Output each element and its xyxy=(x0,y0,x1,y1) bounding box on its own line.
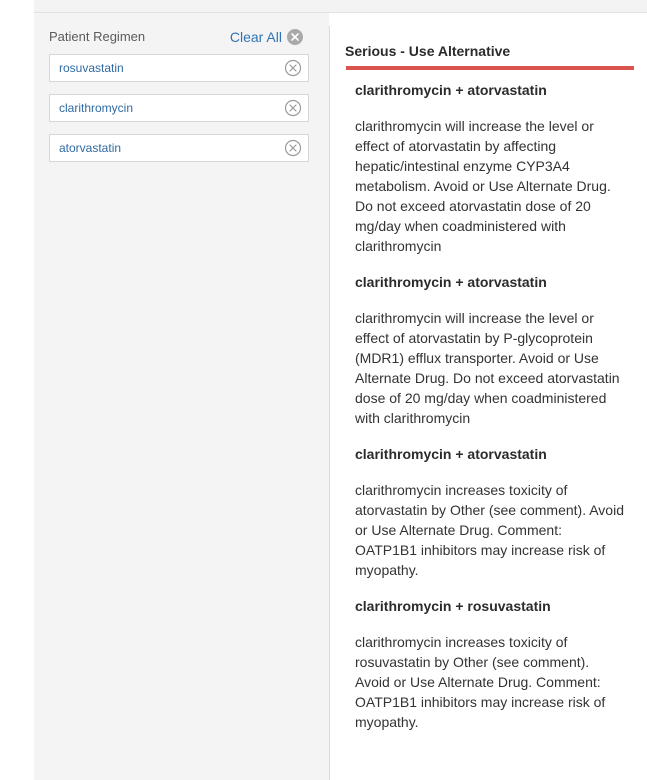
drug-item xyxy=(49,54,309,82)
regimen-title: Patient Regimen xyxy=(49,29,146,44)
drug-item xyxy=(49,134,309,162)
top-bar xyxy=(34,0,647,13)
clear-all-label: Clear All xyxy=(229,29,282,45)
severity-divider xyxy=(346,66,634,70)
interaction-pair: clarithromycin + atorvastatin xyxy=(355,82,547,98)
drug-list xyxy=(49,54,309,174)
remove-drug-button[interactable] xyxy=(284,99,302,117)
remove-icon xyxy=(284,59,302,77)
close-circle-icon xyxy=(287,29,303,45)
regimen-header xyxy=(49,28,303,46)
interaction-pair: clarithromycin + rosuvastatin xyxy=(355,598,551,614)
interaction-pair: clarithromycin + atorvastatin xyxy=(355,446,547,462)
severity-heading: Serious - Use Alternative xyxy=(345,43,511,59)
drug-name: rosuvastatin xyxy=(59,61,124,75)
interaction-description: clarithromycin increases toxicity of atorvastatin by Other (see comment). Avoid or Use Alternate Drug. Comment: OATP1B1 inhibitors may increase risk of myopathy. xyxy=(355,482,624,578)
interaction-description: clarithromycin will increase the level or effect of atorvastatin by P-glycoprotein (MDR1) efflux transporter. Avoid or Use Alternate Drug. Do not exceed atorvastatin dose of 20 mg/day when coadministered with clarithromycin xyxy=(355,310,620,426)
drug-item xyxy=(49,94,309,122)
remove-drug-button[interactable] xyxy=(284,139,302,157)
clear-all-button[interactable] xyxy=(230,28,303,46)
interaction-item xyxy=(355,80,627,256)
drug-name: clarithromycin xyxy=(59,101,134,115)
interaction-description: clarithromycin will increase the level or effect of atorvastatin by affecting hepatic/intestinal enzyme CYP3A4 metabolism. Avoid or Use Alternate Drug. Do not exceed atorvastatin dose of 20 mg/day when coadministered with clarithromycin xyxy=(355,118,611,254)
remove-drug-button[interactable] xyxy=(284,59,302,77)
interaction-item xyxy=(355,596,627,732)
interaction-results-panel xyxy=(329,26,647,780)
patient-regimen-panel xyxy=(34,13,329,780)
interaction-pair: clarithromycin + atorvastatin xyxy=(355,274,547,290)
remove-icon xyxy=(284,99,302,117)
interaction-list xyxy=(355,80,627,748)
interaction-item xyxy=(355,444,627,580)
interaction-item xyxy=(355,272,627,428)
remove-icon xyxy=(284,139,302,157)
interaction-description: clarithromycin increases toxicity of rosuvastatin by Other (see comment). Avoid or Use Alternate Drug. Comment: OATP1B1 inhibitors may increase risk of myopathy. xyxy=(355,634,606,730)
drug-name: atorvastatin xyxy=(59,141,122,155)
